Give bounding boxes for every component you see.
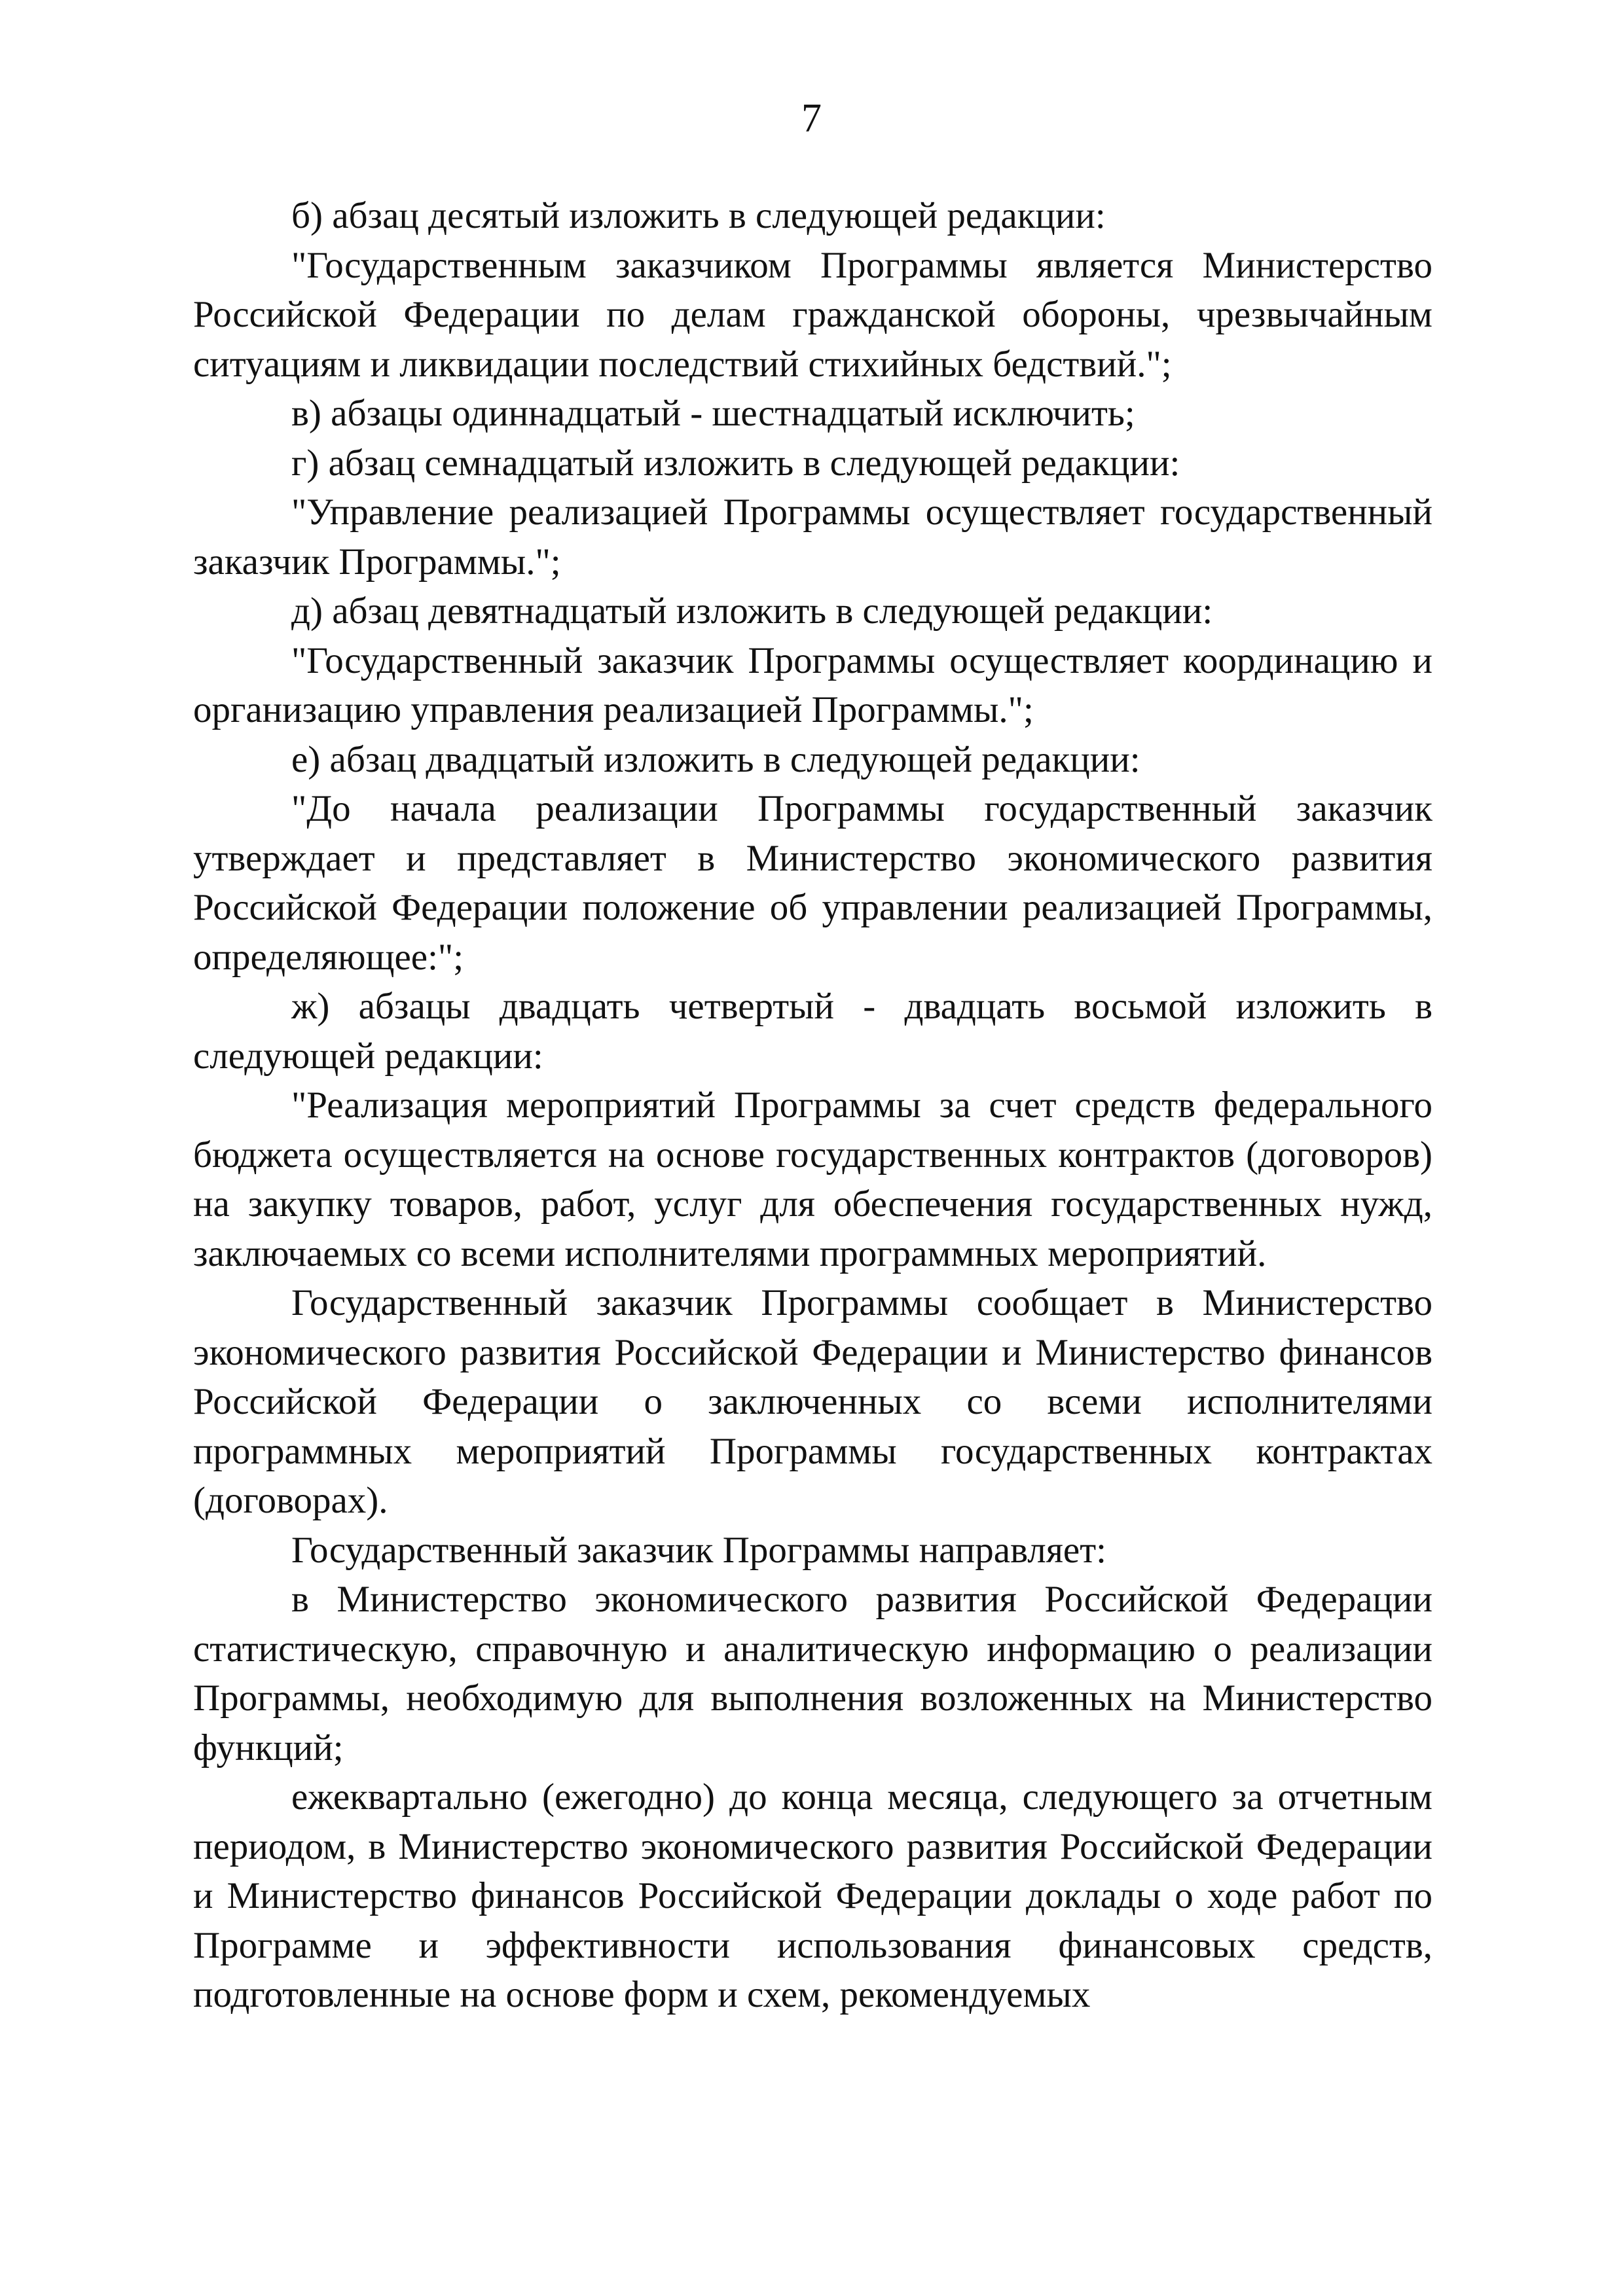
paragraph-zh-quote-1: "Реализация мероприятий Программы за счет средств федерального бюджета осуществляется на основе государственных контрактов (договоров) на закупку товаров, работ, услуг для обеспечения государственных нужд, заключаемых со всеми исполнителями программных мероприятий. [193,1085,1432,1274]
paragraph-zh-quote-4: в Министерство экономического развития Российской Федерации статистическую, справочную и аналитическую информацию о реализации Программы, необходимую для выполнения возложенных на Министерство функций; [193,1579,1432,1768]
paragraph-d-quote: "Государственный заказчик Программы осуществляет координацию и организацию управления реализацией Программы."; [193,639,1432,730]
paragraph-b: б) абзац десятый изложить в следующей редакции: [291,195,1106,236]
document-body [193,191,1432,2020]
paragraph-zh-quote-3: Государственный заказчик Программы направляет: [291,1529,1106,1571]
paragraph-zh-quote-2: Государственный заказчик Программы сообщает в Министерство экономического развития Российской Федерации и Министерство финансов Российской Федерации о заключенных со всеми исполнителями программных мероприятий Программы государственных контрактах (договорах). [193,1282,1432,1521]
paragraph-d: д) абзац девятнадцатый изложить в следующей редакции: [291,590,1213,632]
paragraph-e: е) абзац двадцатый изложить в следующей редакции: [291,738,1140,780]
paragraph-g-quote: "Управление реализацией Программы осуществляет государственный заказчик Программы."; [193,492,1432,583]
paragraph-e-quote: "До начала реализации Программы государственный заказчик утверждает и представляет в Министерство экономического развития Российской Федерации положение об управлении реализацией Программы, определяющее:"; [193,788,1432,978]
paragraph-g: г) абзац семнадцатый изложить в следующей редакции: [291,442,1180,484]
paragraph-v: в) абзацы одиннадцатый - шестнадцатый исключить; [291,393,1135,434]
page-number: 7 [801,96,822,141]
paragraph-zh: ж) абзацы двадцать четвертый - двадцать восьмой изложить в следующей редакции: [193,986,1432,1077]
paragraph-b-quote: "Государственным заказчиком Программы является Министерство Российской Федерации по делам гражданской обороны, чрезвычайным ситуациям и ликвидации последствий стихийных бедствий."; [193,244,1432,385]
paragraph-zh-quote-5: ежеквартально (ежегодно) до конца месяца, следующего за отчетным периодом, в Министерство экономического развития Российской Федерации и Министерство финансов Российской Федерации доклады о ходе работ по Программе и эффективности использования финансовых средств, подготовленные на основе форм и схем, рекомендуемых [193,1776,1432,2015]
